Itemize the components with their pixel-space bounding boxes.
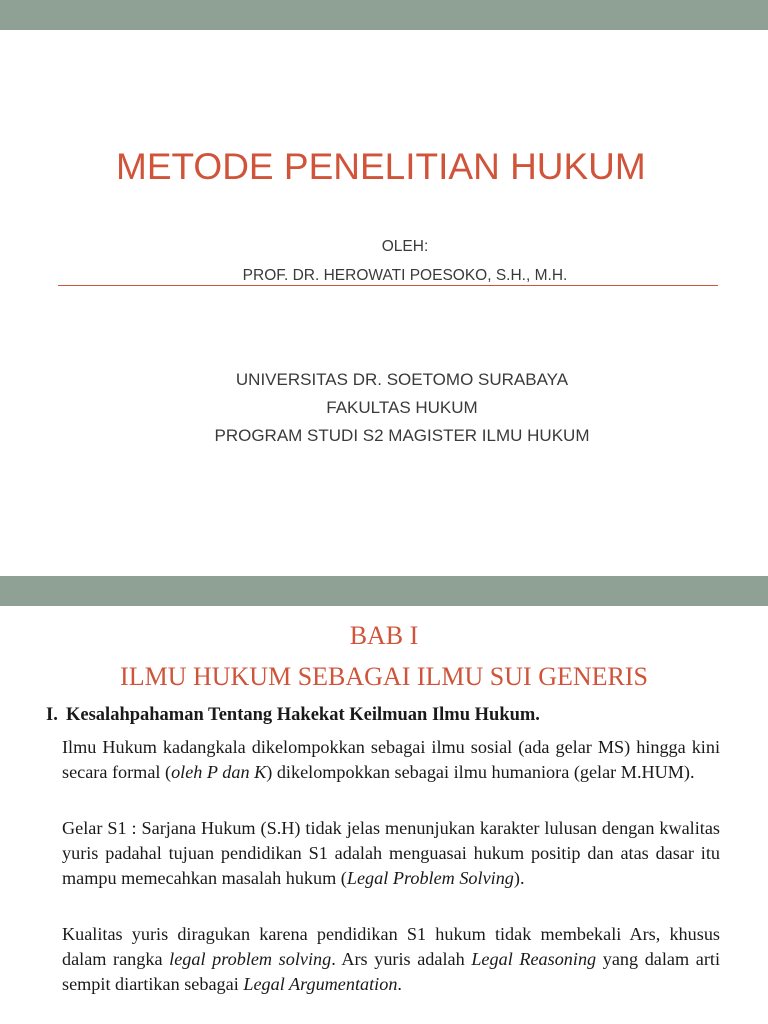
chapter-title: ILMU HUKUM SEBAGAI ILMU SUI GENERIS [120, 662, 648, 691]
program-name: PROGRAM STUDI S2 MAGISTER ILMU HUKUM [214, 426, 590, 445]
text-run: . Ars yuris adalah [331, 949, 472, 970]
italic-run: Legal Argumentation [243, 974, 398, 995]
italic-run: oleh P dan K [171, 762, 267, 783]
text-run: . [397, 974, 402, 995]
text-run: ). [513, 868, 525, 889]
oleh-label: OLEH: [381, 238, 429, 255]
slide-title: METODE PENELITIAN HUKUM [116, 146, 646, 187]
italic-run: Legal Problem Solving [346, 868, 514, 889]
paragraph-2 [62, 816, 720, 892]
section-number: I. [46, 705, 58, 725]
text-run: Ilmu Hukum kadangkala dikelompokkan sebagai ilmu sosial (ada gelar MS) hingga kini secara formal ( [62, 737, 720, 783]
title-divider [58, 285, 718, 286]
text-run: Gelar S1 : Sarjana Hukum (S.H) tidak jelas menunjukan karakter lulusan dengan kwalitas yuris padahal tujuan pendidikan S1 adalah menguasai hukum positip dan atas dasar itu mampu memecahkan masalah hukum ( [62, 818, 720, 889]
institution-block [140, 366, 664, 450]
paragraph-1 [62, 735, 720, 785]
paragraph-3 [62, 922, 720, 998]
section-heading [46, 705, 728, 726]
chapter-number: BAB I [349, 621, 419, 650]
faculty-name: FAKULTAS HUKUM [326, 398, 478, 417]
university-name: UNIVERSITAS DR. SOETOMO SURABAYA [235, 370, 569, 389]
text-run: Kualitas yuris diragukan karena pendidikan S1 hukum tidak membekali Ars, khusus dalam rangka [62, 924, 720, 970]
text-run: ) dikelompokkan sebagai ilmu humaniora (gelar M.HUM). [266, 762, 695, 783]
slide-separator-band [0, 576, 768, 606]
top-color-band [0, 0, 768, 30]
section-title: Kesalahpahaman Tentang Hakekat Keilmuan Ilmu Hukum. [66, 705, 540, 725]
author-name: PROF. DR. HEROWATI POESOKO, S.H., M.H. [242, 267, 568, 284]
author-block [160, 232, 650, 290]
italic-run: legal problem solving [169, 949, 332, 970]
italic-run: Legal Reasoning [471, 949, 597, 970]
text-run: yang dalam arti sempit diartikan sebagai [62, 949, 720, 995]
